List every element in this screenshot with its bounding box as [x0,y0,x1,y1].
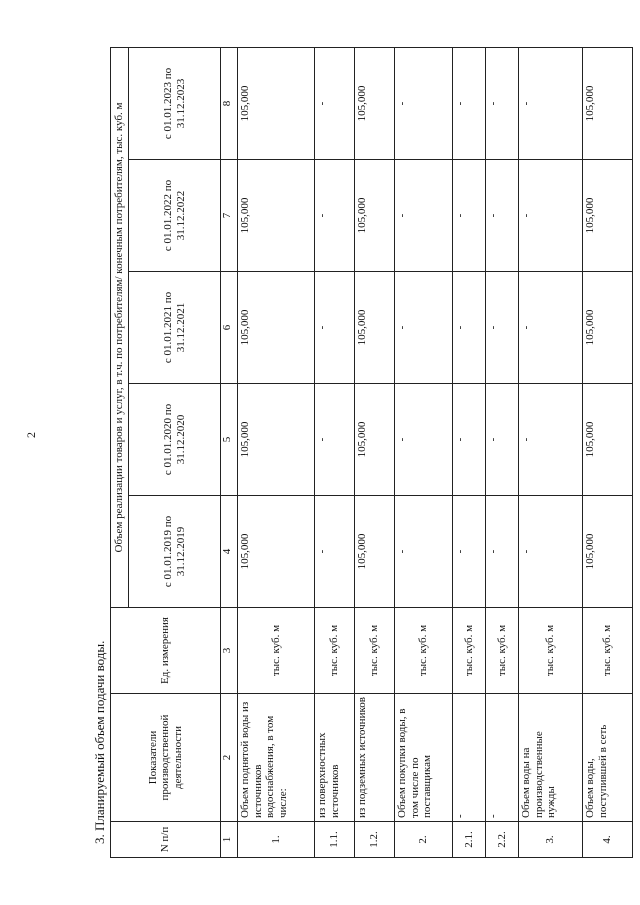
row-value: - [453,160,486,272]
row-num: 1. [238,822,315,858]
row-value: - [453,496,486,608]
column-index-row [221,47,238,857]
row-value: - [395,496,453,608]
row-value: - [315,384,355,496]
row-value: - [453,384,486,496]
period-cell: с 01.01.2020 по 31.12.2020 [129,384,221,496]
period-cell: с 01.01.2021 по 31.12.2021 [129,272,221,384]
row-name: Объем воды на производственные нужды [519,694,583,822]
section-title: 3. Планируемый объем подачи воды. [92,640,107,844]
row-value: - [395,384,453,496]
period-cell: с 01.01.2019 по 31.12.2019 [129,496,221,608]
table-row [453,47,486,857]
row-value: 105,000 [355,272,395,384]
row-value: - [453,47,486,159]
row-value: - [519,496,583,608]
row-value: - [519,384,583,496]
rotated-content [92,48,614,858]
row-num: 1.2. [355,822,395,858]
row-value: 105,000 [583,47,633,159]
row-value: 105,000 [238,47,315,159]
table-row [486,47,519,857]
row-value: - [486,47,519,159]
column-index: 8 [221,47,238,159]
row-value: - [486,160,519,272]
column-index: 2 [221,694,238,822]
row-value: 105,000 [238,384,315,496]
row-value: 105,000 [583,272,633,384]
period-cell: с 01.01.2022 по 31.12.2022 [129,160,221,272]
header-indicator: Показатели производственной деятельности [111,694,221,822]
column-index: 4 [221,496,238,608]
row-num: 2.1. [453,822,486,858]
row-value: - [315,496,355,608]
row-unit: тыс. куб. м [519,608,583,694]
row-name: - [453,694,486,822]
table-row [583,47,633,857]
row-value: - [486,272,519,384]
row-value: 105,000 [238,496,315,608]
row-value: - [519,272,583,384]
row-unit: тыс. куб. м [453,608,486,694]
header-row-top [111,47,129,857]
row-num: 3. [519,822,583,858]
row-value: - [395,47,453,159]
row-unit: тыс. куб. м [355,608,395,694]
row-num: 2.2. [486,822,519,858]
row-value: - [486,496,519,608]
column-index: 5 [221,384,238,496]
row-value: - [315,47,355,159]
table-row [355,47,395,857]
row-value: 105,000 [583,496,633,608]
row-value: - [486,384,519,496]
row-unit: тыс. куб. м [486,608,519,694]
table-row [315,47,355,857]
row-value: - [315,160,355,272]
row-value: 105,000 [238,160,315,272]
row-unit: тыс. куб. м [315,608,355,694]
row-num: 4. [583,822,633,858]
header-unit: Ед. измерения [111,608,221,694]
header-group: Объем реализации товаров и услуг, в т.ч. по потребителям/ конечным потребителям, тыс. куб. м [111,47,129,607]
table-row [238,47,315,857]
header-num: N п/п [111,822,221,858]
row-value: 105,000 [355,384,395,496]
row-value: 105,000 [238,272,315,384]
table-row [395,47,453,857]
row-name: из поверхностных источников [315,694,355,822]
row-value: - [395,160,453,272]
row-value: - [519,160,583,272]
row-value: 105,000 [355,496,395,608]
row-name: - [486,694,519,822]
row-name: Объем воды, поступившей в сеть [583,694,633,822]
row-unit: тыс. куб. м [238,608,315,694]
column-index: 7 [221,160,238,272]
row-value: - [315,272,355,384]
row-num: 2. [395,822,453,858]
row-value: 105,000 [355,160,395,272]
row-value: 105,000 [583,384,633,496]
column-index: 1 [221,822,238,858]
row-name: Объем поднятой воды из источников водоснабжения, в том числе: [238,694,315,822]
row-value: 105,000 [355,47,395,159]
row-name: Объем покупки воды, в том числе по поставщикам [395,694,453,822]
row-unit: тыс. куб. м [583,608,633,694]
row-value: - [395,272,453,384]
row-value: 105,000 [583,160,633,272]
period-cell: с 01.01.2023 по 31.12.2023 [129,47,221,159]
row-value: - [453,272,486,384]
water-supply-table [110,47,633,858]
row-name: из подземных источников [355,694,395,822]
column-index: 3 [221,608,238,694]
row-unit: тыс. куб. м [395,608,453,694]
table-row [519,47,583,857]
column-index: 6 [221,272,238,384]
row-num: 1.1. [315,822,355,858]
row-value: - [519,47,583,159]
page-number: 2 [24,432,38,438]
